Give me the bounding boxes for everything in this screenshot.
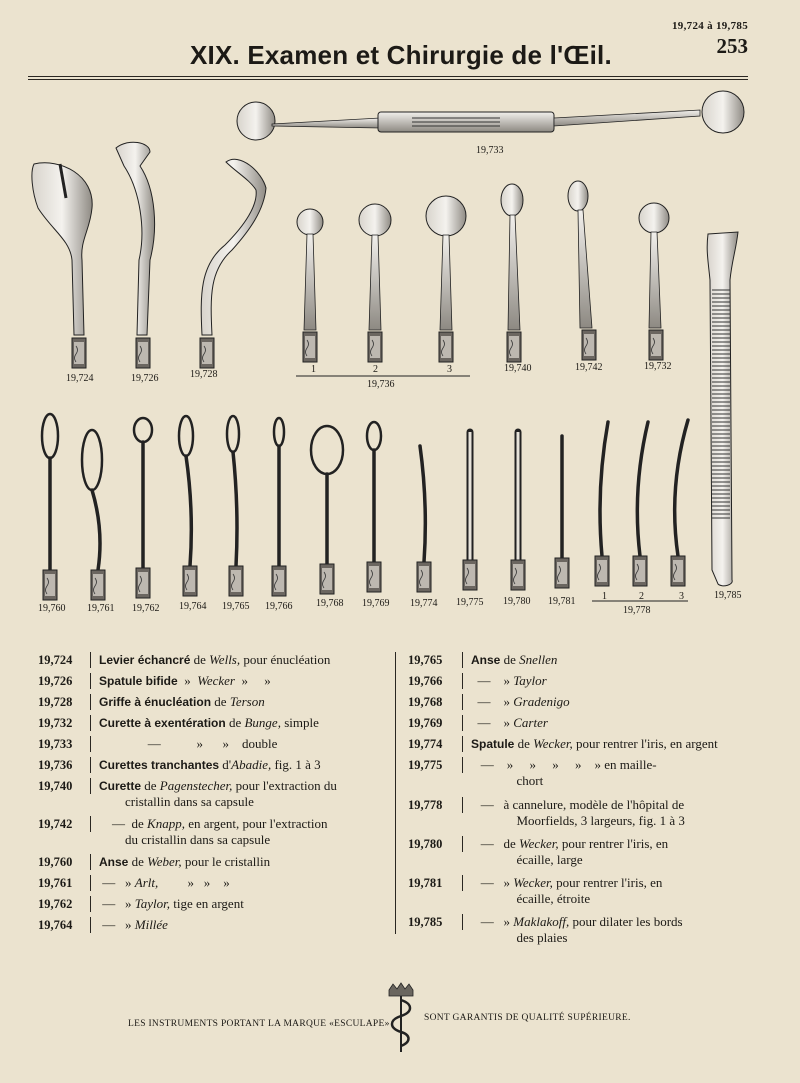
fig-3b: 3 bbox=[679, 591, 684, 602]
page-title: XIX. Examen et Chirurgie de l'Œil. bbox=[190, 40, 612, 70]
label-19742: 19,742 bbox=[575, 362, 603, 373]
item-number: 19,760 bbox=[38, 854, 91, 870]
bottom-instrument bbox=[511, 432, 525, 590]
item-description: Levier échancré de Wells, pour énucléation bbox=[99, 652, 331, 667]
label-19780: 19,780 bbox=[503, 596, 531, 607]
item-description: — » Carter bbox=[471, 715, 548, 730]
item-description: Spatule de Wecker, pour rentrer l'iris, en argent bbox=[471, 736, 718, 751]
item-number: 19,780 bbox=[408, 836, 463, 852]
label-19785: 19,785 bbox=[714, 590, 742, 601]
footer-right-text: SONT GARANTIS DE QUALITÉ SUPÉRIEURE. bbox=[424, 1013, 631, 1023]
header-rule bbox=[28, 76, 748, 77]
item-description: — » » double bbox=[99, 736, 278, 751]
fig-1: 1 bbox=[311, 364, 316, 375]
instrument-illustrations bbox=[0, 80, 800, 620]
label-19732: 19,732 bbox=[644, 361, 672, 372]
bottom-instrument bbox=[417, 446, 431, 592]
bottom-instrument bbox=[179, 416, 197, 596]
label-19724: 19,724 bbox=[66, 373, 94, 384]
item-description: — » Millée bbox=[99, 917, 168, 932]
item-description: — à cannelure, modèle de l'hôpital de Moorfields, 3 largeurs, fig. 1 à 3 bbox=[471, 797, 685, 828]
item-description: Anse de Snellen bbox=[471, 652, 558, 667]
label-19775: 19,775 bbox=[456, 597, 484, 608]
table-row bbox=[408, 914, 768, 946]
table-row bbox=[38, 673, 388, 689]
esculape-logo bbox=[383, 982, 419, 1054]
instrument-19732 bbox=[639, 203, 669, 360]
label-19766: 19,766 bbox=[265, 601, 293, 612]
label-19761: 19,761 bbox=[87, 603, 115, 614]
item-number: 19,765 bbox=[408, 652, 463, 668]
table-row bbox=[408, 715, 768, 731]
table-row bbox=[408, 652, 768, 668]
item-description: — » » » » » en maille- chort bbox=[471, 757, 657, 788]
label-19728: 19,728 bbox=[190, 369, 218, 380]
table-row bbox=[408, 797, 768, 829]
item-range: 19,724 à 19,785 bbox=[672, 20, 748, 32]
instrument-19742 bbox=[568, 181, 596, 360]
instrument-19728 bbox=[200, 159, 266, 368]
item-number: 19,736 bbox=[38, 757, 91, 773]
instrument-19724 bbox=[32, 163, 92, 368]
instrument-19733 bbox=[237, 91, 744, 140]
item-number: 19,769 bbox=[408, 715, 463, 731]
instrument-19726 bbox=[116, 142, 155, 368]
item-number: 19,778 bbox=[408, 797, 463, 813]
label-19726: 19,726 bbox=[131, 373, 159, 384]
item-number: 19,764 bbox=[38, 917, 91, 933]
label-19764: 19,764 bbox=[179, 601, 207, 612]
bottom-instrument bbox=[134, 418, 152, 598]
instrument-row-bottom bbox=[42, 414, 688, 600]
table-row bbox=[408, 736, 768, 752]
fig-3: 3 bbox=[447, 364, 452, 375]
item-description: — » Taylor, tige en argent bbox=[99, 896, 244, 911]
bottom-instrument bbox=[227, 416, 243, 596]
table-left bbox=[38, 652, 388, 938]
bottom-instrument bbox=[671, 420, 688, 586]
item-description: — » Gradenigo bbox=[471, 694, 570, 709]
label-19733: 19,733 bbox=[476, 145, 504, 156]
item-number: 19,724 bbox=[38, 652, 91, 668]
label-19769: 19,769 bbox=[362, 598, 390, 609]
item-number: 19,785 bbox=[408, 914, 463, 930]
item-number: 19,774 bbox=[408, 736, 463, 752]
item-description: Curette à exentération de Bunge, simple bbox=[99, 715, 319, 730]
table-row bbox=[38, 715, 388, 731]
bottom-instrument bbox=[82, 430, 105, 600]
item-number: 19,733 bbox=[38, 736, 91, 752]
item-number: 19,781 bbox=[408, 875, 463, 891]
item-description: — » Taylor bbox=[471, 673, 547, 688]
instrument-19736-3 bbox=[426, 196, 466, 362]
table-row bbox=[408, 875, 768, 907]
item-number: 19,775 bbox=[408, 757, 463, 773]
item-description: Curettes tranchantes d'Abadie, fig. 1 à 3 bbox=[99, 757, 321, 772]
item-description: — de Knapp, en argent, pour l'extraction du cristallin dans sa capsule bbox=[99, 816, 328, 847]
table-row bbox=[38, 736, 388, 752]
item-description: — » Arlt, » » » bbox=[99, 875, 230, 890]
fig-2: 2 bbox=[373, 364, 378, 375]
label-19778: 19,778 bbox=[623, 605, 651, 616]
item-number: 19,762 bbox=[38, 896, 91, 912]
item-number: 19,728 bbox=[38, 694, 91, 710]
table-right bbox=[408, 652, 768, 951]
table-row bbox=[38, 694, 388, 710]
label-19762: 19,762 bbox=[132, 603, 160, 614]
table-row bbox=[408, 757, 768, 789]
table-row bbox=[38, 778, 388, 810]
label-19774: 19,774 bbox=[410, 598, 438, 609]
label-19765: 19,765 bbox=[222, 601, 250, 612]
label-19760: 19,760 bbox=[38, 603, 66, 614]
item-number: 19,732 bbox=[38, 715, 91, 731]
item-description: Griffe à énucléation de Terson bbox=[99, 694, 265, 709]
table-row bbox=[408, 694, 768, 710]
bottom-instrument bbox=[555, 436, 569, 588]
page-number: 253 bbox=[716, 34, 748, 58]
bottom-instrument bbox=[463, 432, 477, 590]
bottom-instrument bbox=[42, 414, 58, 600]
item-description: — » Maklakoff, pour dilater les bords des plaies bbox=[471, 914, 683, 945]
instrument-19740 bbox=[501, 184, 523, 362]
fig-1b: 1 bbox=[602, 591, 607, 602]
bottom-instrument bbox=[633, 422, 648, 586]
table-row bbox=[38, 917, 388, 933]
item-description: — de Wecker, pour rentrer l'iris, en écaille, large bbox=[471, 836, 669, 867]
table-row bbox=[38, 854, 388, 870]
table-row bbox=[38, 896, 388, 912]
item-number: 19,726 bbox=[38, 673, 91, 689]
table-row bbox=[408, 673, 768, 689]
column-divider bbox=[395, 652, 396, 934]
table-row bbox=[408, 836, 768, 868]
item-description: — » Wecker, pour rentrer l'iris, en écaille, étroite bbox=[471, 875, 663, 906]
item-number: 19,742 bbox=[38, 816, 91, 832]
item-description: Anse de Weber, pour le cristallin bbox=[99, 854, 271, 869]
instrument-19736-1 bbox=[297, 209, 323, 362]
table-row bbox=[38, 652, 388, 668]
item-description: Curette de Pagenstecher, pour l'extraction du cristallin dans sa capsule bbox=[99, 778, 337, 809]
table-row bbox=[38, 757, 388, 773]
item-description: Spatule bifide » Wecker » » bbox=[99, 673, 271, 688]
instrument-19785 bbox=[707, 232, 738, 586]
item-number: 19,766 bbox=[408, 673, 463, 689]
label-19736: 19,736 bbox=[367, 379, 395, 390]
instrument-19736-2 bbox=[359, 204, 391, 362]
bottom-instrument bbox=[367, 422, 381, 592]
label-19768: 19,768 bbox=[316, 598, 344, 609]
fig-2b: 2 bbox=[639, 591, 644, 602]
label-19740: 19,740 bbox=[504, 363, 532, 374]
bottom-instrument bbox=[272, 418, 286, 596]
item-number: 19,768 bbox=[408, 694, 463, 710]
label-19781: 19,781 bbox=[548, 596, 576, 607]
bottom-instrument bbox=[311, 426, 343, 594]
item-number: 19,761 bbox=[38, 875, 91, 891]
bottom-instrument bbox=[595, 422, 609, 586]
table-row bbox=[38, 816, 388, 848]
table-row bbox=[38, 875, 388, 891]
footer-left-text: LES INSTRUMENTS PORTANT LA MARQUE «ESCULAPE» bbox=[128, 1019, 390, 1029]
item-number: 19,740 bbox=[38, 778, 91, 794]
